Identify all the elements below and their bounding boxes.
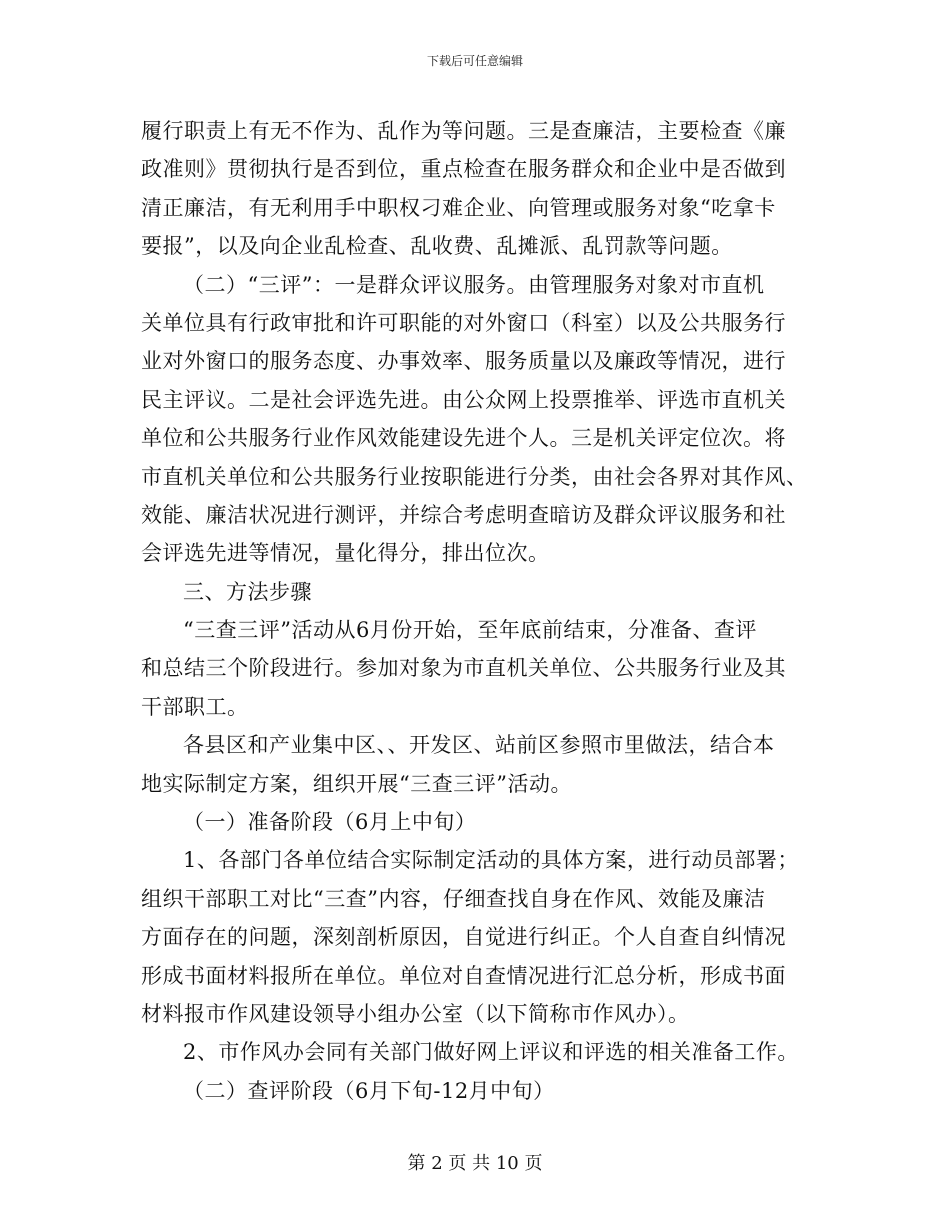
text-line: 会评选先进等情况，量化得分，排出位次。 xyxy=(141,541,550,566)
page-footer: 第 2 页 共 10 页 xyxy=(407,1153,543,1174)
page-header: 下载后可任意编辑 xyxy=(426,54,523,68)
text-line: 业对外窗口的服务态度、办事效率、服务质量以及廉政等情况，进行 xyxy=(141,349,786,374)
document-body xyxy=(141,112,808,1110)
text-line: 政准则》贯彻执行是否到位，重点检查在服务群众和企业中是否做到 xyxy=(141,157,786,182)
text-line: 单位和公共服务行业作风效能建设先进个人。三是机关评定位次。将 xyxy=(141,426,786,451)
text-line: 和总结三个阶段进行。参加对象为市直机关单位、公共服务行业及其 xyxy=(141,656,786,681)
text-line: 组织干部职工对比“三查”内容，仔细查找自身在作风、效能及廉洁 xyxy=(141,886,766,911)
text-line: （二）查评阶段（6月下旬-12月中旬） xyxy=(183,1078,555,1103)
text-line: 地实际制定方案，组织开展“三查三评”活动。 xyxy=(141,771,572,796)
text-line: 关单位具有行政审批和许可职能的对外窗口（科室）以及公共服务行 xyxy=(141,310,786,335)
text-line: 材料报市作风建设领导小组办公室（以下简称市作风办）。 xyxy=(141,1001,690,1026)
text-line: 民主评议。二是社会评选先进。由公众网上投票推举、评选市直机关 xyxy=(141,387,786,412)
text-line: 三、方法步骤 xyxy=(183,579,312,604)
text-line: 形成书面材料报所在单位。单位对自查情况进行汇总分析，形成书面 xyxy=(141,963,786,988)
text-line: 2、市作风办会同有关部门做好网上评议和评选的相关准备工作。 xyxy=(183,1040,799,1065)
text-line: 清正廉洁，有无利用手中职权刁难企业、向管理或服务对象“吃拿卡 xyxy=(141,195,776,220)
text-line: 干部职工。 xyxy=(141,694,249,719)
text-line: （二）“三评”：一是群众评议服务。由管理服务对象对市直机 xyxy=(183,272,765,297)
text-line: 各县区和产业集中区、、开发区、站前区参照市里做法，结合本 xyxy=(183,733,775,758)
text-line: 履行职责上有无不作为、乱作为等问题。三是查廉洁，主要检查《廉 xyxy=(141,119,786,143)
text-line: （一）准备阶段（6月上中旬） xyxy=(183,810,477,835)
text-line: “三查三评”活动从6月份开始，至年底前结束，分准备、查评 xyxy=(183,618,757,643)
text-line: 1、各部门各单位结合实际制定活动的具体方案，进行动员部署； xyxy=(183,848,799,873)
text-line: 效能、廉洁状况进行测评，并综合考虑明查暗访及群众评议服务和社 xyxy=(141,502,786,527)
text-line: 方面存在的问题，深刻剖析原因，自觉进行纠正。个人自查自纠情况 xyxy=(141,925,786,950)
text-line: 要报”，以及向企业乱检查、乱收费、乱摊派、乱罚款等问题。 xyxy=(141,234,733,259)
text-line: 市直机关单位和公共服务行业按职能进行分类，由社会各界对其作风、 xyxy=(141,464,808,489)
